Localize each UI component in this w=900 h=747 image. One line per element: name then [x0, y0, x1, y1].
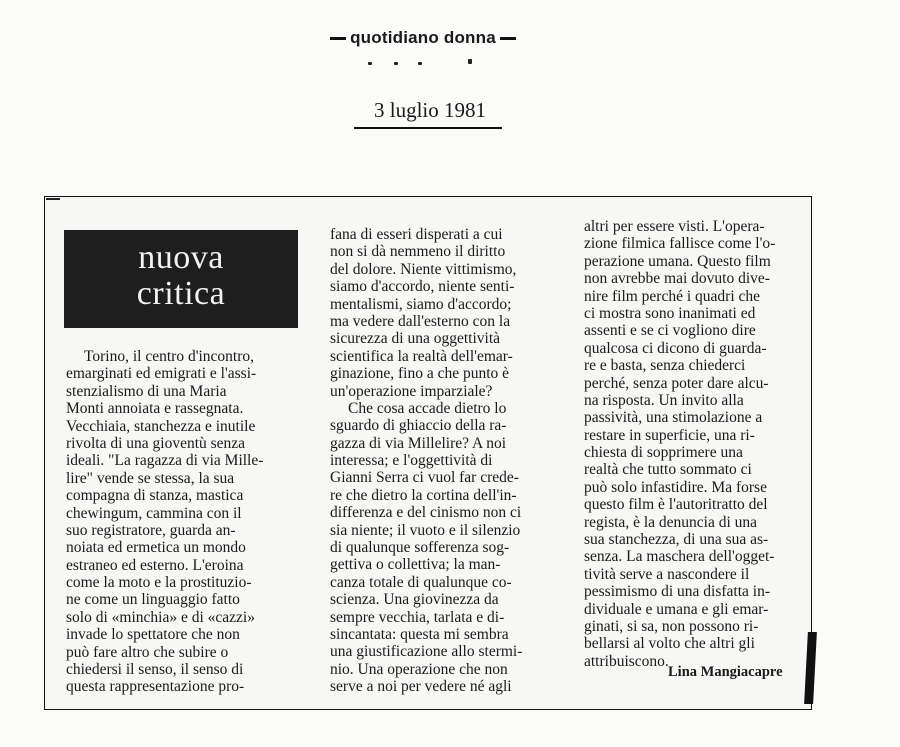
article-line: altri per essere visti. L'opera- — [584, 218, 765, 235]
article-line: gazza di via Millelire? A noi — [330, 434, 507, 452]
article-line: dividuale e umana e gli emar- — [584, 600, 769, 618]
article-line: siamo d'accordo, niente senti- — [330, 278, 515, 296]
article-line: ginazione, fino a che punto è — [330, 365, 510, 383]
article-line: canza totale di qualunque co- — [330, 573, 512, 591]
article-line: come la moto e la prostituzio- — [66, 574, 252, 592]
article-line: chiesta di sopprimere una — [584, 444, 743, 462]
article-line: bellarsi al volto che altri gli — [584, 635, 755, 653]
article-line: del dolore. Niente vittimismo, — [330, 260, 517, 278]
article-line: pessimismo di una disfatta in- — [584, 583, 770, 601]
article-line: sincantata: questa mi sembra — [330, 625, 509, 643]
article-line: restare in superficie, una ri- — [584, 426, 755, 444]
article-line: sua stanchezza, di una sua as- — [584, 531, 769, 549]
article-line: fana di esseri disperati a cui — [330, 226, 503, 243]
article-line: chewingum, cammina con il — [66, 504, 242, 522]
publication-date: 3 luglio 1981 — [373, 98, 486, 122]
article-line: estraneo ed esterno. L'eroina — [66, 556, 244, 574]
article-line: rivolta di una gioventù senza — [66, 434, 246, 452]
article-line: noiata ed ermetica un mondo — [66, 539, 246, 557]
article-line: qualcosa ci dicono di guarda- — [584, 339, 767, 357]
article-line: scienza. Una giovinezza da — [330, 591, 499, 609]
article-line: una giustificazione allo stermi- — [330, 643, 523, 661]
article-line: può solo infastidire. Ma forse — [584, 478, 767, 496]
article-line: invade lo spettatore che non — [66, 626, 240, 644]
article-line: ginati, si sa, non possono ri- — [584, 617, 759, 635]
section-heading — [64, 230, 298, 328]
article-line: nio. Una operazione che non — [330, 660, 508, 678]
article-line: mentalismi, siamo d'accordo; — [330, 295, 512, 313]
article-column-1 — [66, 348, 298, 696]
article-line: lire" vende se stessa, la sua — [66, 469, 235, 487]
article-line: sempre vecchia, tarlata e di- — [330, 608, 505, 626]
article-line: può fare altro che subire o — [66, 643, 229, 661]
article-line: re che dietro la cortina dell'in- — [330, 486, 517, 504]
article-line: stenzialismo di una Maria — [66, 382, 227, 400]
article-line: tività serve a nascondere il — [584, 565, 750, 583]
article-line: ma vedere dall'esterno con la — [330, 312, 511, 330]
article-line: un'operazione imparziale? — [330, 382, 493, 400]
article-line: Che cosa accade dietro lo — [348, 399, 507, 417]
article-line: attribuiscono. — [584, 652, 669, 670]
article-line: Torino, il centro d'incontro, — [84, 348, 255, 365]
article-line: perazione umana. Questo film — [584, 252, 771, 270]
author-signature: Lina Mangiacapre — [668, 664, 783, 680]
date-underline — [354, 127, 502, 129]
article-line: re e basta, senza chiederci — [584, 357, 746, 375]
heading-line-2: critica — [136, 275, 226, 312]
article-line: suo registratore, guarda an- — [66, 521, 236, 539]
article-line: emarginati ed emigrati e l'assi- — [66, 365, 257, 383]
article-line: interessa; e l'oggettività di — [330, 452, 493, 470]
masthead-right-dash — [500, 37, 516, 40]
article-line: passività, una stimolazione a — [584, 409, 763, 427]
article-line: ideali. "La ragazza di via Mille- — [66, 452, 264, 470]
article-line: differenza e del cinismo non ci — [330, 504, 522, 522]
article-line: Monti annoiata e rassegnata. — [66, 400, 244, 418]
masthead-left-dash — [330, 37, 346, 40]
article-line: assenti e se ci vogliono dire — [584, 322, 756, 340]
article-line: perché, senza poter dare alcu- — [584, 374, 769, 392]
masthead — [318, 28, 528, 48]
article-line: sia niente; il vuoto e il silenzio — [330, 521, 521, 539]
article-line: na risposta. Un invito alla — [584, 391, 744, 409]
article-line: regista, è la denuncia di una — [584, 513, 758, 531]
article-column-3 — [584, 218, 802, 670]
article-line: scientifica la realtà dell'emar- — [330, 347, 513, 365]
article-line: senza. La maschera dell'ogget- — [584, 548, 775, 566]
article-column-2 — [330, 226, 556, 696]
article-line: ci mostra sono inanimati ed — [584, 304, 756, 322]
article-line: questa rappresentazione pro- — [66, 678, 245, 696]
article-line: Vecchiaia, stanchezza e inutile — [66, 417, 256, 435]
article-line: non si dà nemmeno il diritto — [330, 243, 506, 261]
publication-name: quotidiano donna — [350, 28, 496, 47]
article-line: non avrebbe mai dovuto dive- — [584, 270, 770, 288]
heading-line-1: nuova — [138, 239, 224, 276]
article-line: realtà che tutto sommato ci — [584, 461, 752, 479]
article-line: sguardo di ghiaccio della ra- — [330, 417, 507, 435]
article-line: di qualunque sofferenza sog- — [330, 539, 510, 557]
frame-corner-mark — [46, 198, 60, 200]
article-line: Gianni Serra ci vuol far crede- — [330, 469, 519, 487]
article-line: chiedersi il senso, il senso di — [66, 661, 244, 679]
article-line: serve a noi per vedere né agli — [330, 678, 512, 696]
article-line: compagna di stanza, mastica — [66, 487, 244, 505]
scan-specks — [360, 62, 480, 68]
article-line: ne come un linguaggio fatto — [66, 591, 240, 609]
article-line: questo film è l'autoritratto del — [584, 496, 768, 514]
article-line: solo di «minchia» e di «cazzi» — [66, 608, 255, 626]
article-line: gettiva o collettiva; la man- — [330, 556, 501, 574]
article-line: nire film perché i quadri che — [584, 287, 761, 305]
article-line: sicurezza di una oggettività — [330, 330, 501, 348]
article-line: zione filmica fallisce come l'o- — [584, 235, 776, 253]
